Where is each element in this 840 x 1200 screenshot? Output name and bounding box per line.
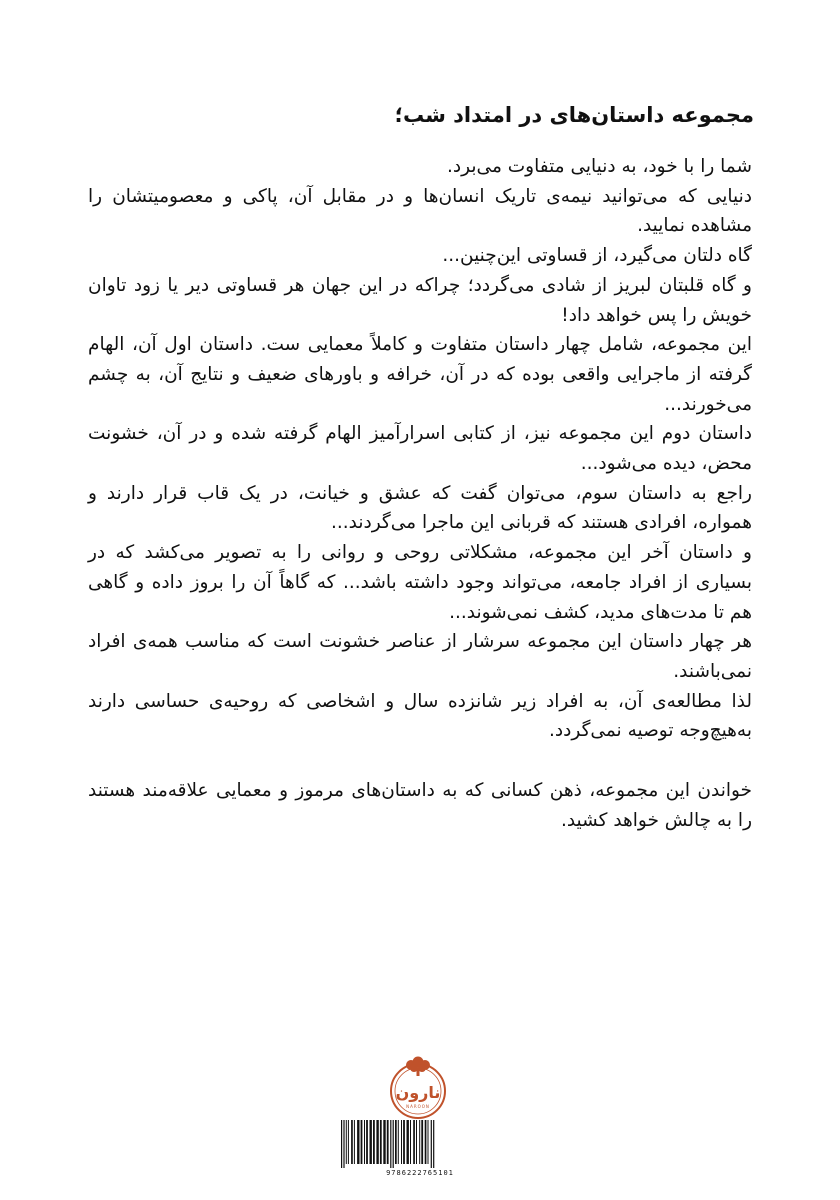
barcode-bar [416, 1120, 417, 1164]
barcode-bar [395, 1120, 397, 1164]
barcode-bar [351, 1120, 353, 1164]
publisher-logo [380, 1055, 456, 1125]
barcode-bar [390, 1120, 391, 1168]
book-title: مجموعه داستان‌های در امتداد شب؛ [394, 103, 754, 127]
barcode-bar [425, 1120, 427, 1164]
blurb-paragraph: این مجموعه، شامل چهار داستان متفاوت و کاملاً معمایی ست. داستان اول آن، الهام گرفته از ماجرایی واقعی بوده که در آن، خرافه و باورهای ضعیف و نتایج آن، به چشم می‌خورند... [88, 334, 752, 415]
blurb-paragraph: و داستان آخر این مجموعه، مشکلاتی روحی و روانی را به تصویر می‌کشد که در بسیاری از افراد جامعه، می‌تواند وجود داشته باشد... که گاهاً آن را بروز داده و گاهی هم تا مدت‌های مدید، کشف نمی‌شوند... [88, 542, 752, 623]
barcode-bar [433, 1120, 434, 1168]
barcode-bar [348, 1120, 349, 1164]
barcode-bar [364, 1120, 365, 1164]
barcode-bar [346, 1120, 347, 1164]
barcode-bar [354, 1120, 355, 1164]
barcode-bar [341, 1120, 342, 1168]
barcode-bar [376, 1120, 378, 1164]
barcode-bar [357, 1120, 359, 1164]
publisher-logo-subtext: NAROON [406, 1104, 430, 1109]
barcode-number: 9786222765101 [386, 1169, 454, 1177]
barcode-bar [370, 1120, 372, 1164]
barcode-bar [383, 1120, 385, 1164]
barcode-bar [373, 1120, 375, 1164]
blurb-paragraph: هر چهار داستان این مجموعه سرشار از عناصر خشونت است که مناسب همه‌ی افراد نمی‌باشند. [88, 631, 752, 682]
barcode-bar [431, 1120, 432, 1168]
blurb-paragraph: گاه دلتان می‌گیرد، از قساوتی این‌چنین... [442, 245, 752, 267]
barcode-bar [428, 1120, 429, 1164]
barcode-bar [387, 1120, 389, 1164]
blurb-paragraph: و گاه قلبتان لبریز از شادی می‌گردد؛ چراکه در این جهان هر قساوتی دیر یا زود تاوان خویش را پس خواهد داد! [88, 274, 752, 326]
barcode-bar [410, 1120, 411, 1164]
blurb-paragraph: داستان دوم این مجموعه نیز، از کتابی اسرارآمیز الهام گرفته شده و در آن، خشونت محض، دیده می‌شود... [88, 423, 752, 475]
blurb-paragraph: شما را با خود، به دنیایی متفاوت می‌برد. [447, 156, 752, 177]
barcode-bar [366, 1120, 368, 1164]
isbn-barcode [339, 1120, 501, 1180]
barcode-bar [398, 1120, 399, 1164]
barcode-bar [401, 1120, 402, 1164]
barcode-bar [419, 1120, 420, 1164]
barcode-bar [393, 1120, 394, 1168]
barcode-bar [361, 1120, 363, 1164]
barcode-bar [380, 1120, 382, 1164]
barcode-bar [413, 1120, 415, 1164]
barcode-bar [343, 1120, 344, 1168]
blurb-paragraph: راجع به داستان سوم، می‌توان گفت که عشق و خیانت، در یک قاب قرار دارند و همواره، افرادی هستند که قربانی این ماجرا می‌گردند... [88, 482, 752, 534]
blurb-text [88, 152, 752, 835]
blurb-paragraph: لذا مطالعه‌ی آن، به افراد زیر شانزده سال و اشخاصی که روحیه‌ی حساسی دارند به‌هیچ‌وجه توصیه نمی‌گردد. [88, 690, 752, 742]
barcode-bar [407, 1120, 409, 1164]
blurb-paragraph: دنیایی که می‌توانید نیمه‌ی تاریک انسان‌ها و در مقابل آن، پاکی و معصومیتشان را مشاهده نمایید. [88, 185, 752, 237]
publisher-logo-name: نارون [395, 1083, 441, 1102]
barcode-bar [421, 1120, 423, 1164]
paragraph-spacer [88, 746, 752, 776]
barcode-bars [339, 1120, 501, 1168]
barcode-bar [403, 1120, 405, 1164]
closing-paragraph: خواندن این مجموعه، ذهن کسانی که به داستان‌های مرموز و معمایی علاقه‌مند هستند را به چالش خواهد کشید. [88, 780, 752, 831]
